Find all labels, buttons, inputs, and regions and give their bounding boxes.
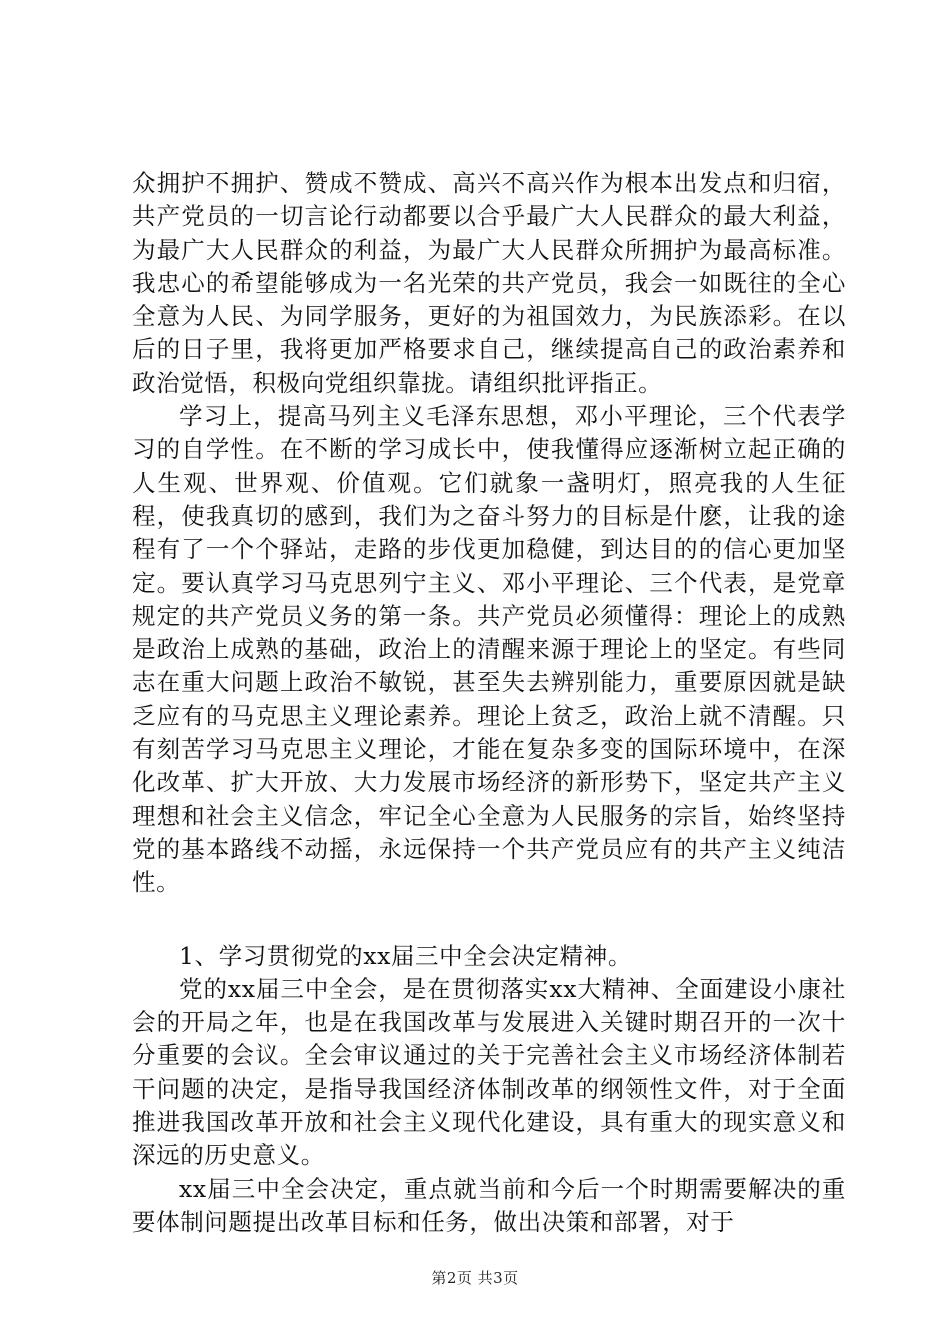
paragraph-2: 学习上，提高马列主义毛泽东思想，邓小平理论，三个代表学习的自学性。在不断的学习成长中，使我懂得应逐渐树立起正确的人生观、世界观、价值观。它们就象一盏明灯，照亮我的人生征程，使我真切的感到，我们为之奋斗努力的目标是什麽，让我的途程有了一个个驿站，走路的步伐更加稳健，到达目的的信心更加坚定。要认真学习马克思列宁主义、邓小平理论、三个代表，是党章规定的共产党员义务的第一条。共产党员必须懂得：理论上的成熟是政治上成熟的基础，政治上的清醒来源于理论上的坚定。有些同志在重大问题上政治不敏锐，甚至失去辨别能力，重要原因就是缺乏应有的马克思主义理论素养。理论上贫乏，政治上就不清醒。只有刻苦学习马克思主义理论，才能在复杂多变的国际环境中，在深化改革、扩大开放、大力发展市场经济的新形势下，坚定共产主义理想和社会主义信念，牢记全心全意为人民服务的宗旨，始终坚持党的基本路线不动摇，永远保持一个共产党员应有的共产主义纯洁性。 [132,402,846,897]
paragraph-4: xx届三中全会决定，重点就当前和今后一个时期需要解决的重要体制问题提出改革目标和任务，做出决策和部署，对于 [132,1174,846,1236]
paragraph-1: 众拥护不拥护、赞成不赞成、高兴不高兴作为根本出发点和归宿，共产党员的一切言论行动都要以合乎最广大人民群众的最大利益，为最广大人民群众的利益，为最广大人民群众所拥护为最高标准。我忠心的希望能够成为一名光荣的共产党员，我会一如既往的全心全意为人民、为同学服务，更好的为祖国效力，为民族添彩。在以后的日子里，我将更加严格要求自己，继续提高自己的政治素养和政治觉悟，积极向党组织靠拢。请组织批评指正。 [132,169,846,397]
page-footer: 第2页 共3页 [431,1269,519,1287]
section-gap [132,900,846,940]
document-body [132,167,846,1239]
section-heading: 1、学习贯彻党的xx届三中全会决定精神。 [179,941,632,970]
paragraph-3: 党的xx届三中全会，是在贯彻落实xx大精神、全面建设小康社会的开局之年，也是在我国改革与发展进入关键时期召开的一次十分重要的会议。全会审议通过的关于完善社会主义市场经济体制若干问题的决定，是指导我国经济体制改革的纲领性文件，对于全面推进我国改革开放和社会主义现代化建设，具有重大的现实意义和深远的历史意义。 [132,974,846,1170]
